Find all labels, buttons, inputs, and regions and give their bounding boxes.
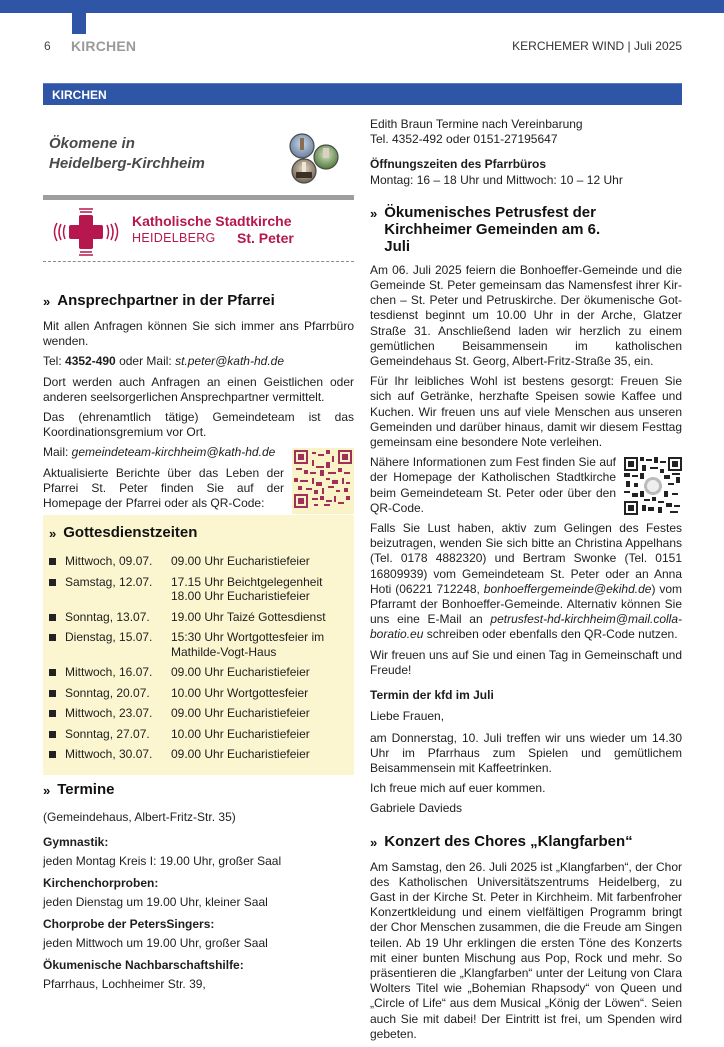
- kfd-signature: Gabriele Davieds: [370, 801, 463, 816]
- section-bar: [43, 83, 682, 105]
- service-event: 10.00 Uhr Wortgottesfeier: [171, 685, 309, 700]
- termin-label: Kirchenchorproben:: [43, 876, 159, 891]
- bullet-square-icon: [49, 690, 56, 697]
- petrusfest-heading: [370, 204, 682, 255]
- petrusfest-p3: [370, 455, 682, 516]
- helper-phone: Tel. 4352-492 oder 0151-27195647: [370, 132, 558, 147]
- service-events: [171, 575, 348, 605]
- service-event: 09.00 Uhr Eucharistiefeier: [171, 706, 310, 721]
- service-item: [49, 727, 348, 742]
- mail-label: oder Mail:: [115, 354, 176, 369]
- contact-team: Das (ehrenamtlich tätige) Gemeindeteam ist das Koordinationsgremium vor Ort.: [43, 410, 354, 440]
- petrusfest-p3-text: Nähere Informationen zum Fest finden Sie auf der Homepage der Katholischen Stadtkirche beim Gemeindeteam St. Peter oder über den QR-Code.: [370, 455, 616, 515]
- contact-heading-text: Ansprechpartner in der Pfarrei: [57, 292, 275, 309]
- petrusfest-heading-text: Ökumenisches Petrusfest der Kirchheimer Gemeinden am 6. Juli: [384, 203, 601, 255]
- cross-logo-icon: [51, 207, 121, 257]
- bullet-square-icon: [49, 669, 56, 676]
- office-hours-value: Montag: 16 – 18 Uhr und Mittwoch: 10 – 12 Uhr: [370, 172, 623, 187]
- team-mail-label: Mail:: [43, 445, 72, 460]
- service-item: [49, 665, 348, 680]
- petrusfest-p1: Am 06. Juli 2025 feiern die Bonhoeffer-Gemeinde und die Gemeinde St. Peter gemeinsam das Namensfest ihrer Kirchen – St. Peter und Petruskirche. Der ökumenische Gottesdienst beginnt um 10.00 Uhr in der Arche, Glatzer Straße 31. Anschließend laden wir herzlich zu einem gemütlichen Beisammensein im katholischen Gemeindehaus St. Georg, Albert-Fritz-Straße 35, ein.: [370, 262, 682, 369]
- st-peter-logo-line1: Katholische Stadtkirche: [132, 213, 292, 229]
- petrusfest-p5: Wir freuen uns auf Sie und einen Tag in Gemeinschaft und Freude!: [370, 647, 682, 677]
- top-color-bar: [0, 0, 724, 13]
- tel-label: Tel:: [43, 354, 66, 369]
- kfd-closing: Ich freue mich auf euer kommen.: [370, 781, 546, 796]
- service-day: Dienstag, 15.07.: [65, 630, 153, 645]
- termin-label: Chorprobe der PetersSingers:: [43, 917, 215, 932]
- petrusfest-p4-part2: ) vom Pfarramt der Bonhoeffer-Gemeinde. Alternativ können Sie uns eine E-Mail an: [370, 581, 683, 627]
- office-hours-block: [370, 157, 682, 187]
- termine-location: (Gemeindehaus, Albert-Fritz-Str. 35): [43, 810, 236, 825]
- termin-label: Ökumenische Nachbarschaftshilfe:: [43, 958, 244, 973]
- section-bar-title: KIRCHEN: [52, 88, 107, 102]
- konzert-text: Am Samstag, den 26. Juli 2025 ist „Klangfarben“, der Chor des Katholischen Universitätszentrums Heidelberg, zu Gast in der Kirche St. Peter in Kirchheim. Mit farbenfroher Konzertkleidung und einem vielfältigen Programm bringt der Chor Menschen zusammen, die die Freude am Singen teilen. Ab 19 Uhr erklingen die ersten Töne des Konzerts mit einer bunten Mischung aus Pop, Rock und mehr. So präsentieren die „Klangfarben“ unter der Leitung von Clara Wolters Titel wie „Bohemian Rhapsody“ von Queen und „Circle of Life“ aus dem Musical „König der Löwen“. Seien auch Sie mit dabei! Der Eintritt ist frei, um Spenden wird gebeten.: [370, 859, 682, 1041]
- church-photos-icon: [286, 132, 342, 188]
- services-list: [49, 554, 348, 762]
- heading-marker-icon: »: [43, 294, 51, 309]
- termin-value: jeden Mittwoch um 19.00 Uhr, großer Saal: [43, 936, 268, 951]
- service-day: Mittwoch, 09.07.: [65, 554, 153, 569]
- homepage-info-text: Aktualisierte Berichte über das Leben der Pfarrei St. Peter finden Sie auf der Homepage der Pfarrei oder als QR-Code:: [43, 465, 284, 511]
- heading-marker-icon: »: [43, 783, 51, 799]
- phone-number: 4352-490: [65, 354, 116, 369]
- office-hours-label: Öffnungszeiten des Pfarrbüros: [370, 157, 547, 172]
- service-events: [171, 747, 348, 762]
- st-peter-logo: [43, 200, 354, 262]
- bullet-square-icon: [49, 710, 56, 717]
- termin-label: Gymnastik:: [43, 835, 109, 850]
- termin-value: jeden Dienstag um 19.00 Uhr, kleiner Saal: [43, 895, 268, 910]
- oekumene-line1: Ökomene in: [49, 135, 135, 152]
- service-event: 17.15 Uhr Beichtgelegenheit: [171, 574, 323, 589]
- oekumene-logo: [43, 112, 354, 195]
- termine-heading: [43, 781, 354, 799]
- service-events: [171, 686, 348, 701]
- homepage-info: [43, 466, 354, 512]
- heading-marker-icon: »: [370, 205, 378, 221]
- service-events: [171, 610, 348, 625]
- service-events: [171, 630, 348, 660]
- st-peter-logo-city: HEIDELBERG: [132, 231, 216, 245]
- service-item: [49, 575, 348, 605]
- helper-contact: [370, 117, 682, 147]
- issue-title: KERCHEMER WIND | Juli 2025: [512, 39, 682, 53]
- running-section-title: KIRCHEN: [71, 38, 137, 54]
- service-events: [171, 727, 348, 742]
- termine-heading-text: Termine: [57, 781, 115, 799]
- petrusfest-p4: [370, 521, 682, 643]
- petrusfest-email-link[interactable]: petrusfest-hd-kirchheim@mail.collaboratio.eu: [370, 612, 682, 642]
- bullet-square-icon: [49, 614, 56, 621]
- service-event: 18.00 Uhr Eucharistiefeier: [171, 589, 310, 604]
- service-day: Sonntag, 13.07.: [65, 609, 150, 624]
- contact-heading: [43, 292, 354, 310]
- bullet-square-icon: [49, 558, 56, 565]
- service-day: Mittwoch, 16.07.: [65, 665, 153, 680]
- konzert-heading-text: Konzert des Chores „Klangfarben“: [384, 832, 633, 850]
- service-events: [171, 665, 348, 680]
- kfd-text: am Donnerstag, 10. Juli treffen wir uns wieder um 14.30 Uhr im Pfarrhaus zum Spielen und gemütlichem Beisammensein mit Kaffeetrinken.: [370, 730, 682, 775]
- petrusfest-p4-part3: schreiben oder ebenfalls den QR-Code nutzen.: [423, 627, 678, 642]
- termin-value: jeden Montag Kreis I: 19.00 Uhr, großer Saal: [43, 854, 282, 869]
- bullet-square-icon: [49, 634, 56, 641]
- st-peter-logo-name: St. Peter: [237, 230, 294, 246]
- service-item: [49, 554, 348, 569]
- service-event: 10.00 Uhr Eucharistiefeier: [171, 726, 310, 741]
- service-item: [49, 686, 348, 701]
- helper-name: Edith Braun Termine nach Vereinbarung: [370, 117, 583, 131]
- kfd-heading: Termin der kfd im Juli: [370, 688, 494, 703]
- contact-phone-mail: [43, 354, 354, 369]
- services-heading: [49, 524, 348, 542]
- termin-value: Pfarrhaus, Lochheimer Str. 39,: [43, 977, 206, 992]
- service-day: Samstag, 12.07.: [65, 574, 153, 589]
- bullet-square-icon: [49, 579, 56, 586]
- bonhoeffer-email-link[interactable]: bonhoeffergemeinde@ekihd.de: [483, 581, 652, 596]
- service-item: [49, 706, 348, 721]
- bullet-square-icon: [49, 751, 56, 758]
- kfd-greeting: Liebe Frauen,: [370, 709, 445, 724]
- service-event: 09.00 Uhr Eucharistiefeier: [171, 746, 310, 761]
- service-event: 19.00 Uhr Taizé Gottesdienst: [171, 609, 326, 624]
- oekumene-line2: Heidelberg-Kirchheim: [49, 155, 205, 172]
- heading-marker-icon: »: [49, 526, 57, 542]
- qr-code-icon[interactable]: [292, 448, 354, 514]
- termine-list: [43, 835, 354, 992]
- petrusfest-p4-part1: Falls Sie Lust haben, aktiv zum Gelingen des Festes beizutragen, wenden Sie sich bitte an Christina Appelhans (Tel. 0178 4882320) und Bertram Swonke (Tel. 0151 16809939) vom Gemeindeteam St. Peter oder an Anna Hoti (06221 712248,: [370, 521, 682, 596]
- service-day: Sonntag, 27.07.: [65, 726, 150, 741]
- service-item: [49, 747, 348, 762]
- service-item: [49, 610, 348, 625]
- service-day: Mittwoch, 23.07.: [65, 706, 153, 721]
- service-event: 09.00 Uhr Eucharistiefeier: [171, 665, 310, 680]
- service-events: [171, 706, 348, 721]
- parish-email-link[interactable]: st.peter@kath-hd.de: [175, 354, 285, 369]
- service-day: Mittwoch, 30.07.: [65, 746, 153, 761]
- service-day: Sonntag, 20.07.: [65, 685, 150, 700]
- service-item: [49, 630, 348, 660]
- bullet-square-icon: [49, 731, 56, 738]
- contact-intro: Mit allen Anfragen können Sie sich immer ans Pfarrbüro wenden.: [43, 319, 354, 349]
- right-column: [370, 117, 682, 1047]
- service-event: 15:30 Uhr Wortgottesfeier im Mathilde-Vogt-Haus: [171, 630, 325, 659]
- heading-marker-icon: »: [370, 834, 378, 850]
- konzert-heading: [370, 833, 682, 851]
- top-tab-marker: [72, 13, 86, 34]
- services-heading-text: Gottesdienstzeiten: [63, 524, 198, 542]
- service-events: [171, 554, 348, 569]
- services-box: [43, 515, 354, 775]
- service-event: 09.00 Uhr Eucharistiefeier: [171, 554, 310, 569]
- contact-clergy: Dort werden auch Anfragen an einen Geistlichen oder anderen seelsorgerlichen Ansprechpartner vermittelt.: [43, 374, 354, 404]
- page-number: 6: [44, 39, 51, 53]
- oekumene-logo-text: [49, 134, 205, 174]
- qr-code-icon[interactable]: [624, 457, 682, 519]
- petrusfest-p2: Für Ihr leibliches Wohl ist bestens gesorgt: Freuen Sie sich auf Getränke, herzhafte Speisen sowie Kaffee und Kuchen. Wir freuen uns auf viele Menschen aus unseren Gemeinden und darüber hinaus, damit wir diesem Festtag gemeinsam eine besondere Note verleihen.: [370, 374, 682, 450]
- team-email-link[interactable]: gemeindeteam-kirchheim@kath-hd.de: [71, 445, 276, 460]
- left-column: [43, 112, 354, 999]
